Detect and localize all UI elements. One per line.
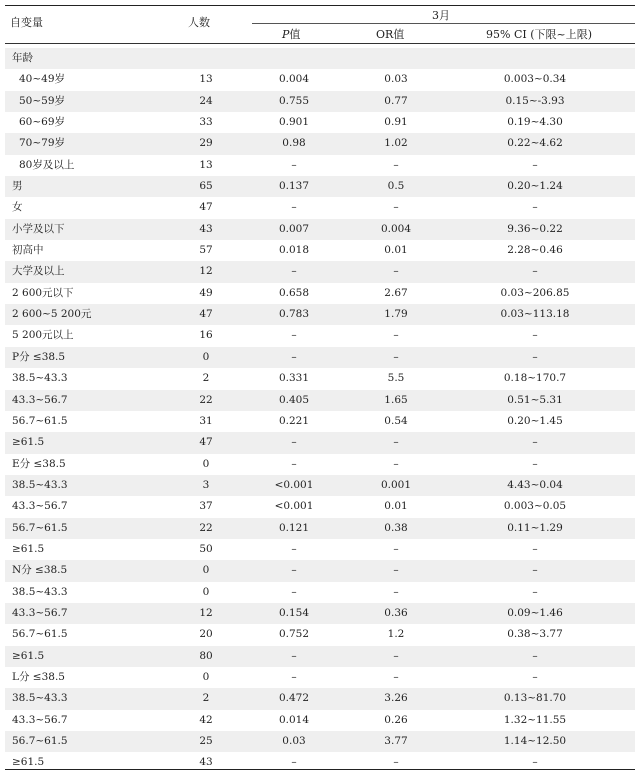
row-count	[181, 48, 231, 69]
row-count: 24	[199, 94, 213, 107]
row-label: E分 ≤38.5	[12, 457, 66, 470]
row-or-value: 0.01	[384, 500, 408, 513]
row-label: N分 ≤38.5	[12, 564, 68, 577]
row-count: 13	[199, 158, 213, 171]
row-label: 40~49岁	[19, 73, 66, 86]
table-row	[5, 304, 635, 325]
row-p-value: 0.901	[278, 116, 310, 129]
row-label: 70~79岁	[19, 137, 66, 150]
table-row	[5, 347, 635, 368]
row-ci: –	[532, 457, 538, 470]
header-ci: 95% CI (下限~上限)	[486, 28, 593, 41]
table-row	[5, 411, 635, 432]
row-p-value: 0.121	[278, 521, 310, 534]
row-ci: –	[532, 585, 538, 598]
table-row	[5, 197, 635, 218]
row-or-value: 0.01	[384, 244, 408, 257]
row-count: 20	[199, 628, 213, 641]
row-count: 57	[199, 244, 213, 257]
row-p-value: 0.154	[278, 606, 310, 619]
table-row	[5, 731, 635, 752]
row-ci: 0.20~1.24	[507, 180, 563, 193]
header-bottom-rule	[5, 43, 635, 44]
row-ci: 0.003~0.34	[503, 73, 567, 86]
row-p-value: 0.331	[278, 372, 310, 385]
row-ci: –	[532, 329, 538, 342]
table-row	[5, 646, 635, 667]
table-row	[5, 133, 635, 154]
row-p-value: –	[291, 329, 297, 342]
row-p-value: 0.752	[278, 628, 310, 641]
table-body	[5, 48, 635, 774]
row-count: 47	[199, 308, 213, 321]
row-count: 42	[199, 713, 213, 726]
row-count: 0	[202, 564, 210, 577]
row-ci: 9.36~0.22	[507, 222, 563, 235]
row-or-value: –	[393, 564, 399, 577]
header-p-value	[282, 28, 300, 41]
row-ci: 0.51~5.31	[507, 393, 563, 406]
row-ci: –	[532, 756, 538, 769]
row-p-value: –	[291, 158, 297, 171]
table-row	[5, 560, 635, 581]
row-count: 80	[199, 649, 213, 662]
header-group-rule	[252, 23, 635, 24]
row-or-value: 0.001	[380, 478, 412, 491]
row-count: 13	[199, 73, 213, 86]
row-count: 2	[202, 692, 210, 705]
row-or-value: 0.03	[384, 73, 408, 86]
table-row	[5, 518, 635, 539]
row-ci: 0.03~206.85	[500, 286, 570, 299]
row-or-value: 1.2	[387, 628, 405, 641]
row-p-value: –	[291, 756, 297, 769]
row-count: 29	[199, 137, 213, 150]
row-p-value: –	[291, 585, 297, 598]
row-label: 38.5~43.3	[12, 585, 68, 598]
row-p-value: –	[291, 350, 297, 363]
row-p-value: 0.658	[278, 286, 310, 299]
table-row	[5, 48, 635, 69]
row-p-value: 0.03	[282, 735, 306, 747]
row-label: 38.5~43.3	[12, 372, 68, 385]
row-p-value: 0.472	[278, 692, 310, 705]
row-or-value: –	[393, 585, 399, 598]
row-or-value: 0.38	[384, 521, 408, 534]
row-p-value	[259, 48, 329, 69]
row-ci: 0.003~0.05	[503, 500, 567, 513]
row-ci: –	[532, 158, 538, 171]
row-ci: 0.18~170.7	[503, 372, 567, 385]
row-label: 38.5~43.3	[12, 478, 68, 491]
row-p-value: 0.004	[278, 73, 310, 86]
row-p-value: –	[291, 649, 297, 662]
row-or-value: –	[393, 670, 399, 683]
table-row	[5, 475, 635, 496]
row-ci: 0.15~-3.93	[505, 94, 565, 107]
row-ci: –	[532, 564, 538, 577]
row-p-value: 0.783	[278, 308, 310, 321]
row-ci: –	[532, 265, 538, 278]
row-or-value	[351, 48, 441, 69]
row-count: 22	[199, 521, 213, 534]
row-or-value: –	[393, 457, 399, 470]
row-or-value: –	[393, 542, 399, 555]
table-row	[5, 667, 635, 688]
table-row	[5, 454, 635, 475]
row-label: 小学及以下	[12, 222, 65, 235]
row-ci: 0.03~113.18	[500, 308, 570, 321]
table-row	[5, 368, 635, 389]
row-label: ≥61.5	[12, 756, 45, 769]
table-row	[5, 283, 635, 304]
row-or-value: 3.26	[384, 692, 408, 705]
row-count: 3	[202, 478, 210, 491]
row-label: ≥61.5	[12, 649, 45, 662]
table-top-rule	[5, 5, 635, 6]
row-ci: 1.14~12.50	[503, 735, 567, 747]
table-row	[5, 240, 635, 261]
row-p-value: <0.001	[274, 478, 314, 491]
row-count: 47	[199, 201, 213, 214]
row-label: 60~69岁	[19, 116, 66, 129]
row-p-value: 0.014	[278, 713, 310, 726]
row-p-value: 0.221	[278, 414, 310, 427]
table-bottom-rule	[5, 769, 635, 770]
row-or-value: 1.02	[384, 137, 408, 150]
row-ci: –	[532, 201, 538, 214]
row-label: 56.7~61.5	[12, 735, 68, 747]
row-or-value: –	[393, 158, 399, 171]
row-label: 初高中	[12, 244, 44, 257]
row-ci: 0.19~4.30	[507, 116, 563, 129]
row-ci: 0.38~3.77	[507, 628, 563, 641]
row-label: 56.7~61.5	[12, 414, 68, 427]
row-label: 男	[12, 180, 23, 193]
row-or-value: 0.77	[384, 94, 408, 107]
row-count: 0	[202, 457, 210, 470]
row-label: 43.3~56.7	[12, 393, 68, 406]
row-label: 2 600元以下	[12, 286, 74, 299]
row-p-value: –	[291, 265, 297, 278]
row-ci	[475, 48, 595, 69]
table-row	[5, 688, 635, 709]
table-row	[5, 176, 635, 197]
row-or-value: 1.79	[384, 308, 408, 321]
row-label: 56.7~61.5	[12, 628, 68, 641]
row-count: 31	[199, 414, 213, 427]
row-label: 50~59岁	[19, 94, 66, 107]
row-or-value: –	[393, 436, 399, 449]
header-p-symbol: P	[282, 28, 290, 41]
table-row	[5, 496, 635, 517]
table-row	[5, 710, 635, 731]
row-count: 43	[199, 222, 213, 235]
row-label: ≥61.5	[12, 542, 45, 555]
header-group-3month: 3月	[432, 9, 450, 22]
row-label: 43.3~56.7	[12, 713, 68, 726]
row-label: 女	[12, 201, 23, 214]
row-or-value: 0.54	[384, 414, 408, 427]
row-label: 56.7~61.5	[12, 521, 68, 534]
row-p-value: –	[291, 436, 297, 449]
row-count: 2	[202, 372, 210, 385]
row-p-value: –	[291, 457, 297, 470]
row-count: 25	[199, 735, 213, 747]
row-or-value: 2.67	[384, 286, 408, 299]
row-label: 年龄	[12, 52, 33, 64]
row-or-value: –	[393, 649, 399, 662]
row-p-value: –	[291, 670, 297, 683]
row-label: ≥61.5	[12, 436, 45, 449]
row-label: 80岁及以上	[19, 158, 75, 171]
table-row	[5, 603, 635, 624]
table-row	[5, 432, 635, 453]
row-ci: –	[532, 350, 538, 363]
row-count: 22	[199, 393, 213, 406]
row-count: 12	[199, 265, 213, 278]
row-count: 12	[199, 606, 213, 619]
table-row	[5, 91, 635, 112]
row-or-value: –	[393, 265, 399, 278]
row-p-value: 0.018	[278, 244, 310, 257]
row-label: 大学及以上	[12, 265, 65, 278]
header-variable: 自变量	[10, 16, 43, 29]
row-count: 16	[199, 329, 213, 342]
row-or-value: –	[393, 329, 399, 342]
row-count: 43	[199, 756, 213, 769]
row-count: 37	[199, 500, 213, 513]
row-count: 0	[202, 585, 210, 598]
row-p-value: 0.98	[282, 137, 306, 150]
table-row	[5, 155, 635, 176]
row-p-value: 0.755	[278, 94, 310, 107]
row-label: 2 600~5 200元	[12, 308, 92, 321]
row-label: L分 ≤38.5	[12, 670, 65, 683]
row-or-value: –	[393, 350, 399, 363]
row-ci: 1.32~11.55	[503, 713, 567, 726]
table-row	[5, 112, 635, 133]
row-p-value: –	[291, 201, 297, 214]
row-ci: –	[532, 670, 538, 683]
row-ci: 0.13~81.70	[503, 692, 567, 705]
row-p-value: <0.001	[274, 500, 314, 513]
row-ci: –	[532, 436, 538, 449]
row-p-value: –	[291, 564, 297, 577]
table-row	[5, 325, 635, 346]
row-ci: 2.28~0.46	[507, 244, 563, 257]
table-row	[5, 219, 635, 240]
row-ci: 0.09~1.46	[507, 606, 563, 619]
row-ci: 0.22~4.62	[507, 137, 563, 150]
row-label: 38.5~43.3	[12, 692, 68, 705]
row-or-value: 0.36	[384, 606, 408, 619]
table-row	[5, 69, 635, 90]
row-count: 50	[199, 542, 213, 555]
row-p-value: 0.405	[278, 393, 310, 406]
row-or-value: –	[393, 201, 399, 214]
table-row	[5, 752, 635, 773]
row-count: 47	[199, 436, 213, 449]
row-ci: 0.11~1.29	[507, 521, 563, 534]
table-row	[5, 261, 635, 282]
table-row	[5, 539, 635, 560]
row-or-value: 1.65	[384, 393, 408, 406]
row-count: 65	[199, 180, 213, 193]
row-label: P分 ≤38.5	[12, 350, 66, 363]
header-p-suffix: 值	[289, 28, 301, 41]
table-row	[5, 582, 635, 603]
row-count: 0	[202, 670, 210, 683]
table-row	[5, 390, 635, 411]
row-p-value: 0.137	[278, 180, 310, 193]
row-or-value: 0.26	[384, 713, 408, 726]
row-label: 43.3~56.7	[12, 500, 68, 513]
row-or-value: 0.91	[384, 116, 408, 129]
row-ci: –	[532, 649, 538, 662]
row-count: 0	[202, 350, 210, 363]
row-p-value: 0.007	[278, 222, 310, 235]
row-p-value: –	[291, 542, 297, 555]
row-count: 33	[199, 116, 213, 129]
row-ci: 4.43~0.04	[507, 478, 563, 491]
row-or-value: 0.5	[387, 180, 405, 193]
row-or-value: –	[393, 756, 399, 769]
row-label: 43.3~56.7	[12, 606, 68, 619]
row-ci: –	[532, 542, 538, 555]
row-ci: 0.20~1.45	[507, 414, 563, 427]
row-or-value: 0.004	[380, 222, 412, 235]
row-count: 49	[199, 286, 213, 299]
row-label: 5 200元以上	[12, 329, 74, 342]
row-or-value: 3.77	[384, 735, 408, 747]
row-or-value: 5.5	[387, 372, 405, 385]
header-or-value: OR值	[376, 28, 405, 41]
table-row	[5, 624, 635, 645]
header-count: 人数	[188, 16, 210, 29]
